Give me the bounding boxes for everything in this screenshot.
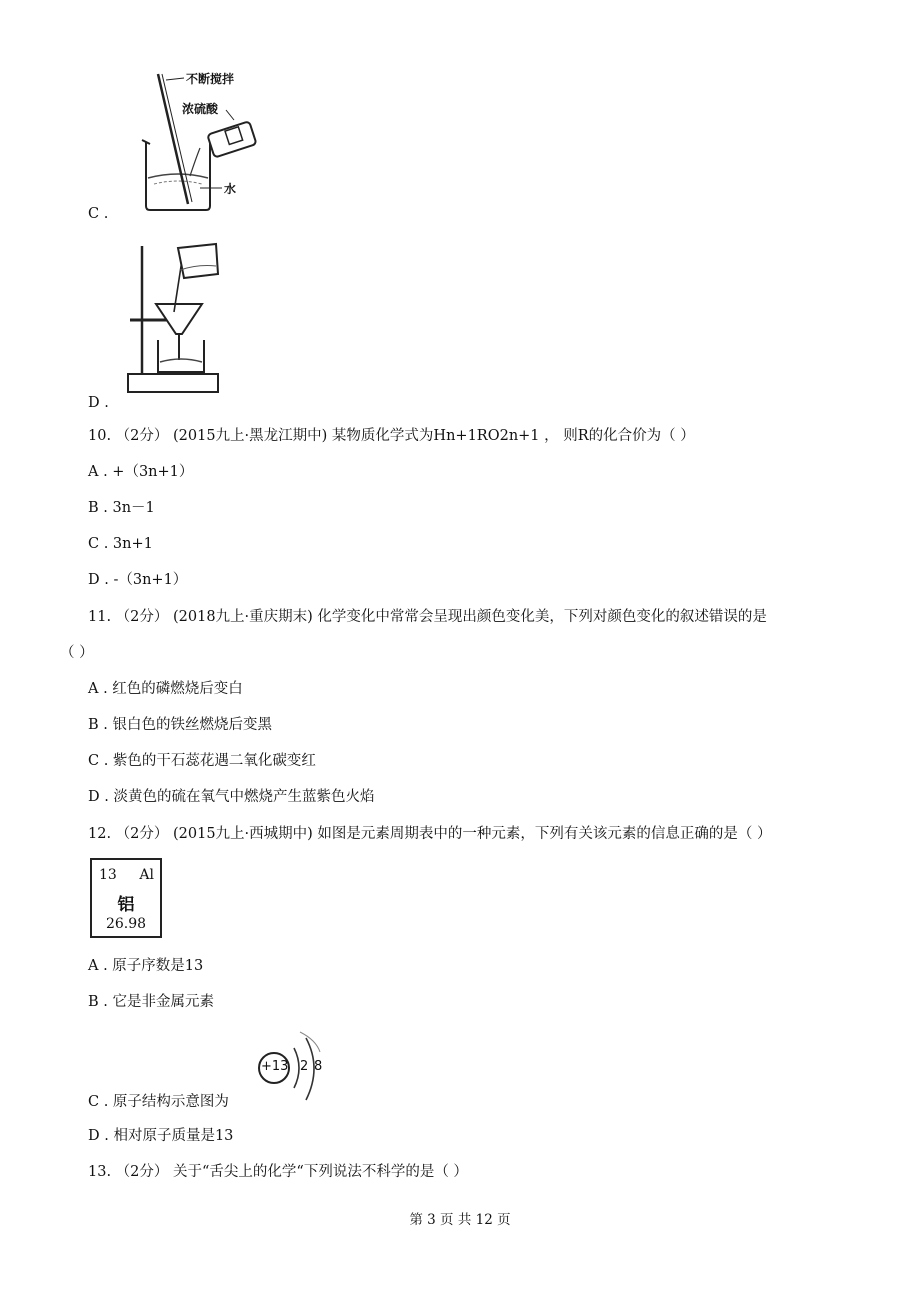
figure-dilution-beaker xyxy=(130,66,290,216)
element-atomic-number: 13 xyxy=(99,867,117,883)
atom-nucleus-charge: +13 xyxy=(261,1059,289,1074)
q10-stem: 10. （2分） (2015九上·黑龙江期中) 某物质化学式为Hn+1RO2n+1 ， 则R的化合价为（ ） xyxy=(88,428,695,444)
q11-option-d[interactable]: D . 淡黄色的硫在氧气中燃烧产生蓝紫色火焰 xyxy=(88,789,375,805)
label-stir: 不断搅拌 xyxy=(186,72,235,86)
page-footer: 第 3 页 共 12 页 xyxy=(409,1212,511,1228)
q11-option-b[interactable]: B . 银白色的铁丝燃烧后变黑 xyxy=(88,717,272,733)
label-acid: 浓硫酸 xyxy=(182,102,219,116)
label-water: 水 xyxy=(224,182,237,196)
q10-option-a[interactable]: A . +（3n+1） xyxy=(88,464,194,480)
q12-stem: 12. （2分） (2015九上·西城期中) 如图是元素周期表中的一种元素，下列有关该元素的信息正确的是（ ） xyxy=(88,826,772,842)
q10-option-c[interactable]: C . 3n+1 xyxy=(88,536,153,552)
element-symbol: Al xyxy=(139,867,154,883)
element-name: 铝 xyxy=(117,895,135,915)
element-atomic-mass: 26.98 xyxy=(105,916,147,932)
q11-option-a[interactable]: A . 红色的磷燃烧后变白 xyxy=(88,681,243,697)
q11-stem-continued: （ ） xyxy=(60,645,94,661)
atom-shell-2-electrons: 8 xyxy=(314,1059,323,1074)
q11-stem: 11. （2分） (2018九上·重庆期末) 化学变化中常常会呈现出颜色变化美，下列对颜色变化的叙述错误的是 xyxy=(88,609,767,625)
q13-stem: 13. （2分） 关于“舌尖上的化学“下列说法不科学的是（ ） xyxy=(88,1164,468,1180)
periodic-element-card xyxy=(90,858,162,938)
q12-option-c[interactable]: C . 原子结构示意图为 xyxy=(88,1094,229,1110)
q12-option-a[interactable]: A . 原子序数是13 xyxy=(88,958,204,974)
q12-option-d[interactable]: D . 相对原子质量是13 xyxy=(88,1128,234,1144)
q10-option-b[interactable]: B . 3n－1 xyxy=(88,500,155,516)
figure-filtration xyxy=(124,240,234,400)
q10-option-d[interactable]: D . -（3n+1） xyxy=(88,572,188,588)
option-d-label: D . xyxy=(88,395,109,411)
atom-shell-1-electrons: 2 xyxy=(300,1059,309,1074)
option-c-label: C . xyxy=(88,206,109,222)
q12-option-b[interactable]: B . 它是非金属元素 xyxy=(88,994,214,1010)
q11-option-c[interactable]: C . 紫色的干石蕊花遇二氧化碳变红 xyxy=(88,753,316,769)
